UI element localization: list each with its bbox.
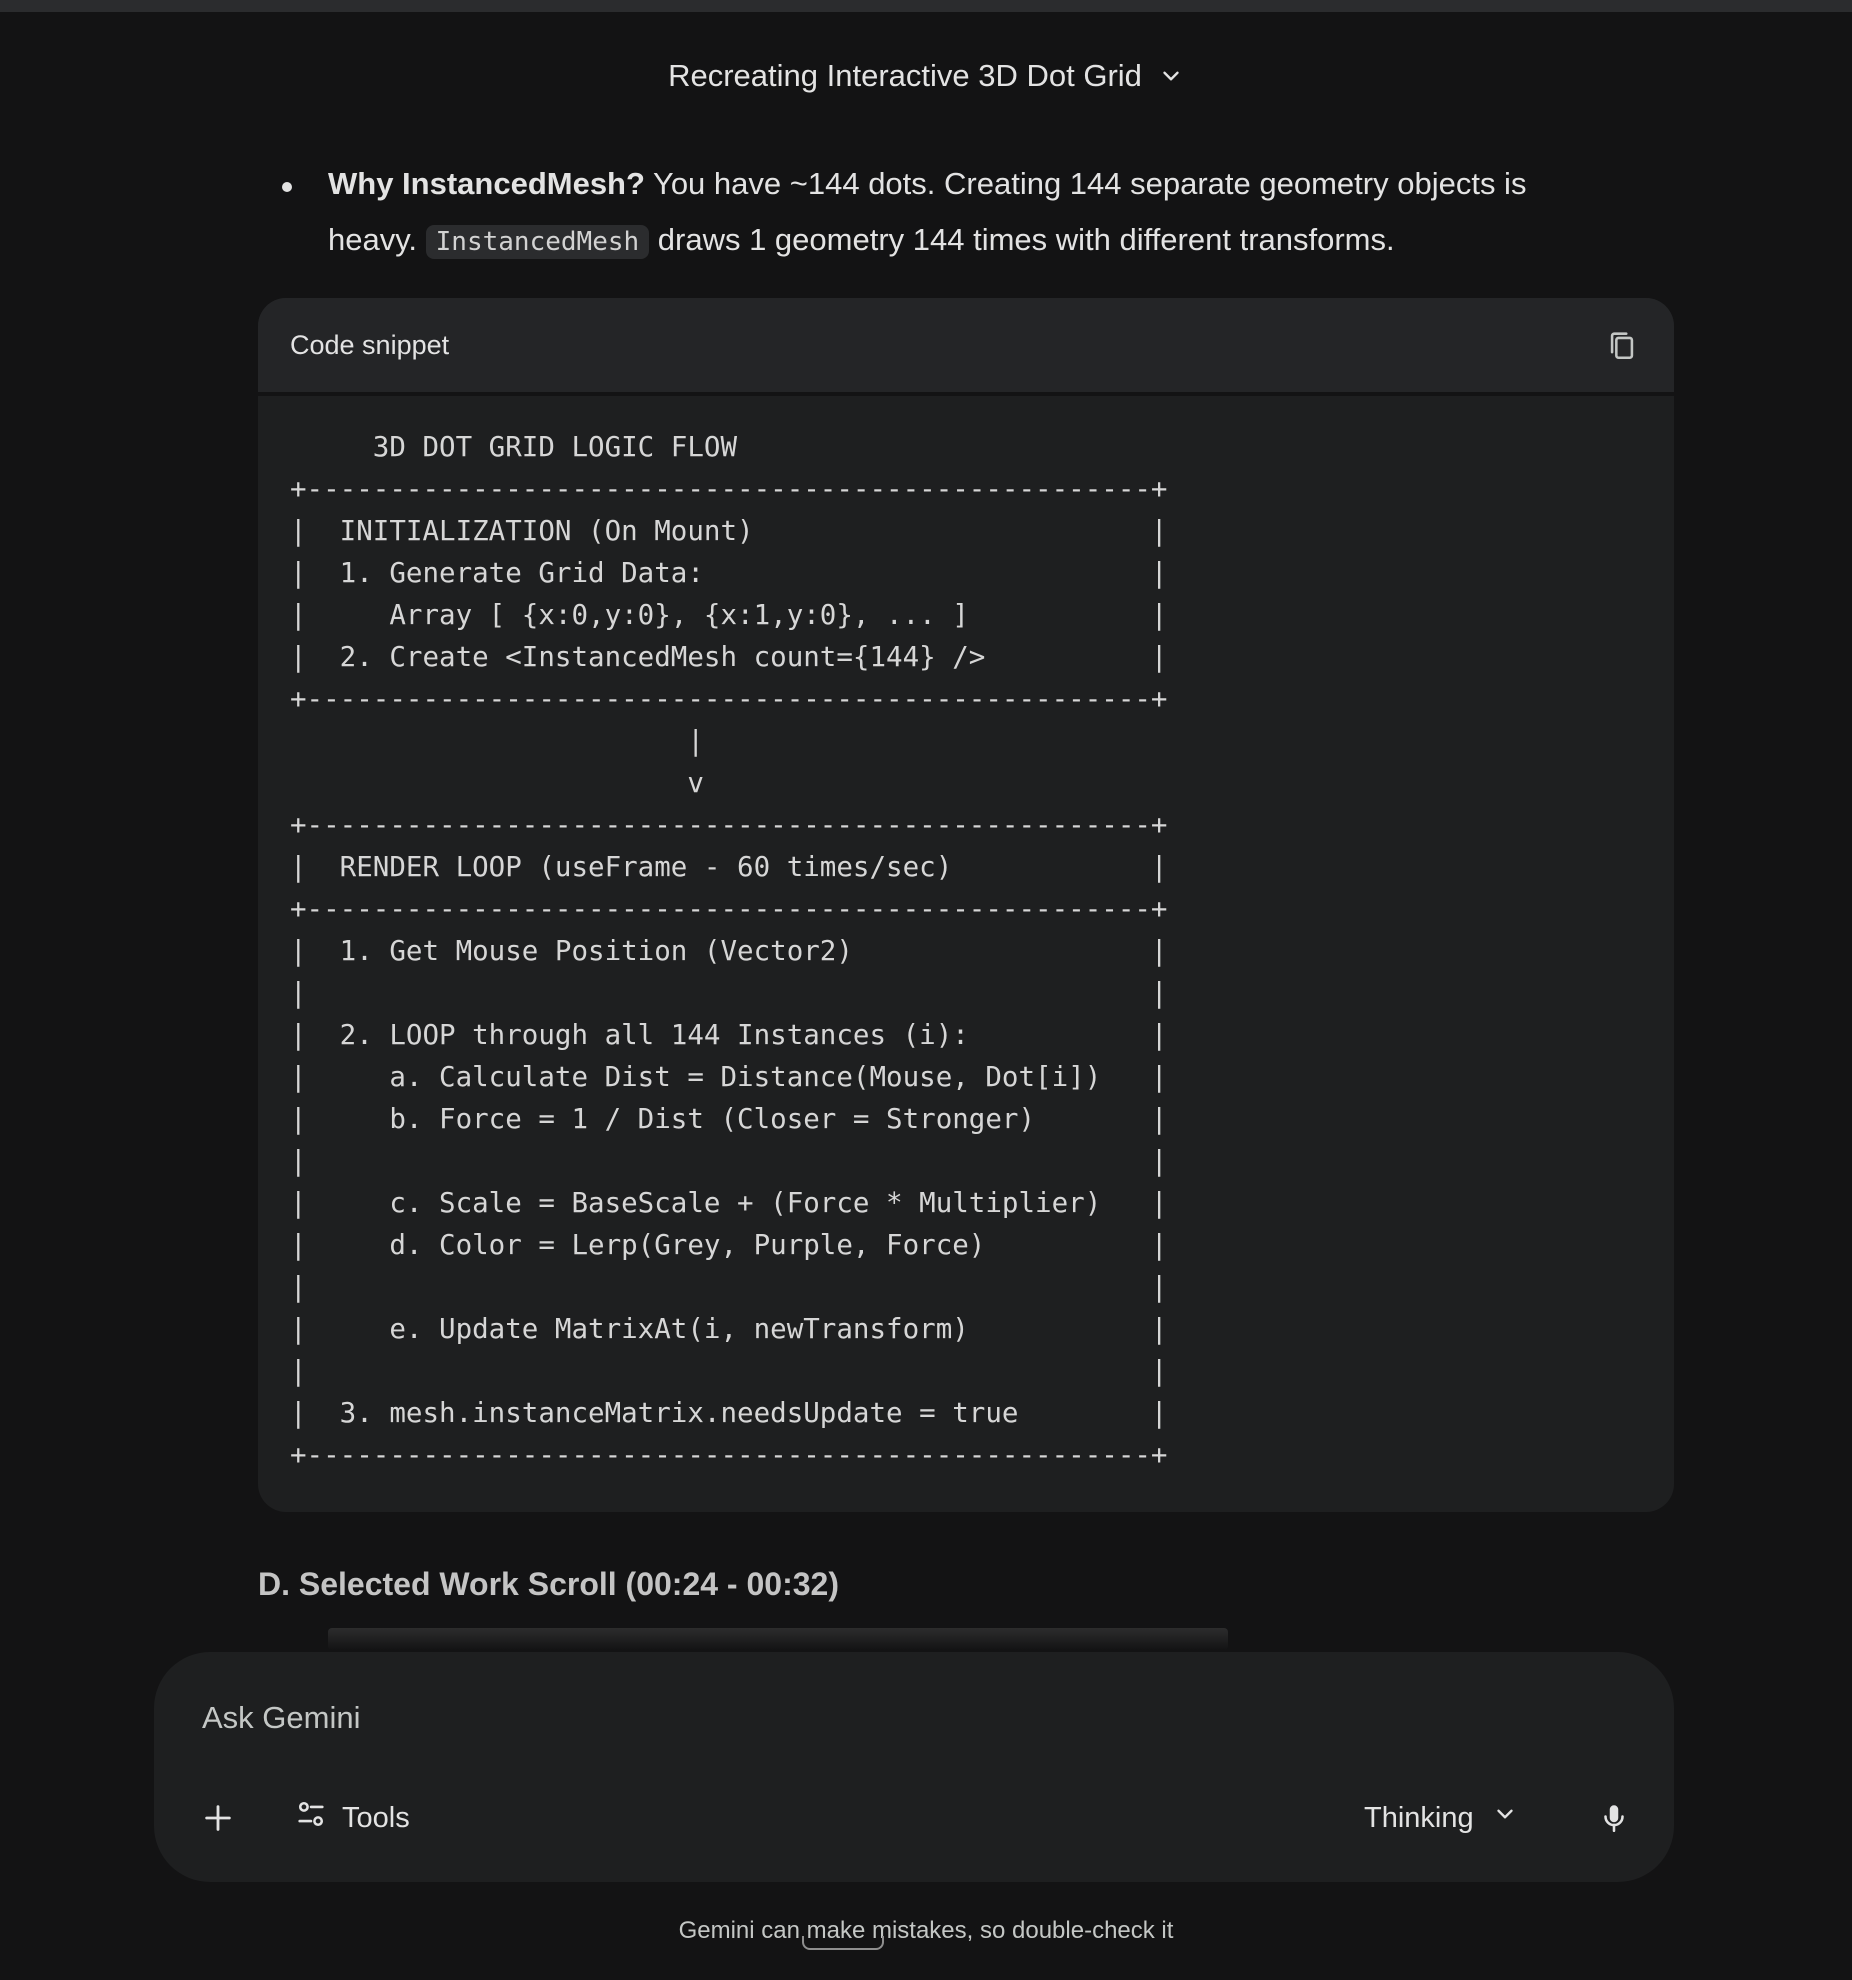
disclaimer-text: Gemini can make mistakes, so double-check it [678, 1917, 1174, 1944]
plus-icon[interactable] [198, 1798, 238, 1838]
chevron-down-icon[interactable] [1158, 63, 1184, 89]
code-block-label: Code snippet [290, 329, 450, 360]
bullet-text [328, 156, 1602, 270]
code-content: 3D DOT GRID LOGIC FLOW +---------------------------------------------------+ | INITIALIZATION (On Mount) | | 1. Generate Grid Data: | | Array [ {x:0,y:0}, {x:1,y:0}, ... ] | | 2. Create <InstancedMesh count={144} /> | +---------------------------------------------------+ | v +---------------------------------------------------+ | RENDER LOOP (useFrame - 60 times/sec) | +---------------------------------------------------+ | 1. Get Mouse Position (Vector2) | | | | 2. LOOP through all 144 Instances (i): | | a. Calculate Dist = Distance(Mouse, Dot[i]) | | b. Force = 1 / Dist (Closer = Stronger) | | | | c. Scale = BaseScale + (Force * Multiplier) | | d. Color = Lerp(Grey, Purple, Force) | | | | e. Update MatrixAt(i, newTransform) | | | | 3. mesh.instanceMatrix.needsUpdate = true | +---------------------------------------------------+ [290, 431, 1168, 1471]
conversation-title: Recreating Interactive 3D Dot Grid [668, 58, 1142, 93]
faded-text-line [328, 1628, 1228, 1650]
code-block [258, 298, 1674, 1512]
tools-label: Tools [342, 1801, 410, 1834]
inline-code: InstancedMesh [426, 225, 650, 259]
mode-label: Thinking [1364, 1801, 1474, 1834]
chevron-down-icon [1492, 1801, 1518, 1835]
prompt-input[interactable]: Ask Gemini [202, 1700, 361, 1735]
tools-button[interactable] [294, 1792, 410, 1844]
tools-sliders-icon [294, 1797, 328, 1839]
code-block-header [258, 298, 1674, 396]
microphone-icon[interactable] [1590, 1794, 1638, 1842]
bullet-text-part-1: You have ~144 dots. Creating 144 separate geometry objects is heavy. [328, 166, 1527, 257]
bullet-text-part-2: draws 1 geometry 144 times with different transforms. [649, 222, 1395, 257]
conversation-title-dropdown[interactable] [0, 58, 1852, 94]
response-bullet [282, 156, 1602, 270]
bullet-dot [282, 182, 292, 192]
home-indicator [802, 1936, 884, 1950]
prompt-composer[interactable] [154, 1652, 1674, 1882]
copy-icon[interactable] [1602, 325, 1642, 365]
bullet-bold-text: Why InstancedMesh? [328, 166, 645, 201]
mode-selector[interactable] [1364, 1792, 1518, 1844]
top-border [0, 0, 1852, 12]
section-heading: D. Selected Work Scroll (00:24 - 00:32) [258, 1566, 839, 1602]
code-block-body [258, 396, 1674, 1476]
